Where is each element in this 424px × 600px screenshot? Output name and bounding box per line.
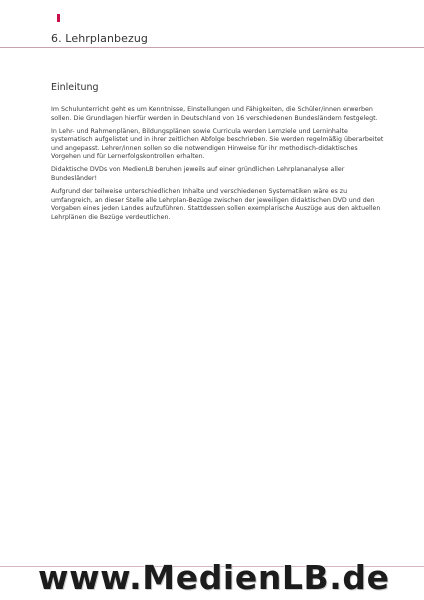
section-heading: Einleitung (51, 82, 99, 93)
chapter-title: 6. Lehrplanbezug (51, 32, 149, 45)
footer-logo: www.MedienLB.de (38, 558, 390, 597)
paragraph: Aufgrund der teilweise unterschiedlichen Inhalte und verschiedenen Systematiken wäre es zu umfangreich, an dieser Stelle alle Lehrplan-Bezüge zwischen der jeweiligen didaktischen DVD und den Vorgaben eines jeden Landes aufzuführen. Stattdessen sollen exemplarische Auszüge aus den aktuellen Lehrplänen die Bezüge verdeutlichen. (51, 187, 381, 221)
paragraph: Im Schulunterricht geht es um Kenntnisse, Einstellungen und Fähigkeiten, die Schüler/innen erwerben sollen. Die Grundlagen hierfür werden in Deutschland von 16 verschiedenen Bundesländern festgelegt. (51, 106, 378, 122)
accent-mark (57, 14, 60, 22)
body-text (51, 106, 385, 227)
paragraph: Didaktische DVDs von MedienLB beruhen jeweils auf einer gründlichen Lehrplananalyse aller Bundesländer! (51, 166, 345, 182)
paragraph: In Lehr- und Rahmenplänen, Bildungsplänen sowie Curricula werden Lernziele und Lerninhalte systematisch aufgelistet und in ihrer zeitlichen Abfolge beschrieben. Sie werden regelmäßig überarbeitet und angepasst. Lehrer/innen sollen so die notwendigen Hinweise für ihr methodisch-didaktisches Vorgehen und für Lernerfolgskontrollen erhalten. (51, 127, 384, 161)
header-divider (0, 47, 424, 48)
